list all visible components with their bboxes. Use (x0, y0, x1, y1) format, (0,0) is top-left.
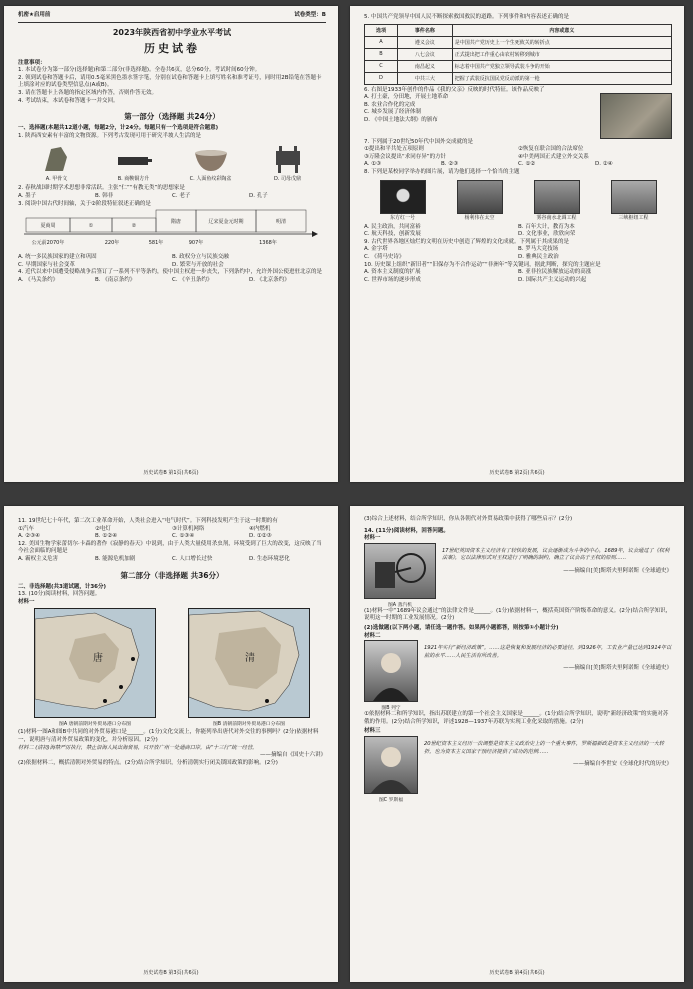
q8-option-a: A. 民主政治，共同富裕 (364, 223, 421, 230)
exam-page-3 (4, 506, 338, 982)
q11-option-d: D. ①②③ (249, 533, 272, 540)
table-cell: 是中国共产党历史上一个生死攸关的转折点 (452, 36, 671, 48)
q1-option-b (112, 143, 156, 182)
oracle-bone-icon (35, 143, 79, 175)
dam-photo (611, 180, 657, 214)
timeline-mark-4: 907年 (188, 240, 204, 247)
timeline-period-5: 辽宋夏金元时期 (208, 219, 244, 226)
bronze-ding-icon (266, 143, 310, 175)
page-footer: 历史试卷B 第3页(共6页) (143, 970, 199, 976)
q14-part-1: (1)材料一中“1689年议会通过”的法律文件是______。(1分)依据材料一，概括英国资产阶级革命的意义。(2分)结合所学知识，说明这一时期的工业发展情况。(2分) (364, 607, 672, 622)
qing-map-svg (189, 609, 309, 717)
material-one-label: 材料一 (18, 598, 35, 605)
q8-options-row-2 (364, 231, 672, 239)
q6-option-a: A. 打土豪，分田地，开展土地革命 (364, 94, 449, 101)
exam-page-2 (350, 6, 684, 482)
table-cell: 把握了武装反抗国民党反动派的第一枪 (452, 72, 671, 84)
q14-part-2-option-1: ①依据材料二和所学知识，指出苏联建立的第一个社会主义国家是______。(1分)结合所学知识，说明“新经济政策”的实施对苏俄的作用。(2分)结合所学知识，评述1928—1937年苏联为实现工业化采取的措施。(2分) (364, 711, 669, 725)
q2-option-c: C. 老子 (172, 192, 191, 199)
q7-option-c: C. ①② (518, 161, 536, 168)
image-b-caption: 图B 列宁 (381, 706, 401, 712)
q7-items-row-1 (364, 146, 672, 154)
material-two-source: ——摘编自[美]斯塔夫里阿诺斯《全球通史》 (563, 665, 672, 672)
material-three-label: 材料三 (364, 728, 381, 735)
q11-item: ①汽车 (18, 525, 34, 532)
question-11: 11. 19世纪七十年代，第二次工业革命开始，人类社会进入“电气时代”。下列科技发明产生于这一时期的有 (18, 518, 278, 524)
question-13: 13. (10分)阅读材料，回答问题。 (18, 591, 101, 598)
q1-option-a-label: A. 甲骨文 (45, 176, 68, 183)
question-10: 10. 历史课上组织“新旧者”“旧保存为不合作运动”“非洲年”等关键词，据此判断，探究的主题应是 (364, 261, 601, 268)
q12-options (18, 556, 326, 564)
table-row (365, 48, 672, 60)
map-b (188, 608, 310, 727)
note-item: 3. 请在答题卡上各题的指定区域内作答，否则作答无效。 (18, 89, 157, 96)
q7-item: ②恢复在联合国的合法席位 (518, 146, 584, 153)
steam-engine-image (364, 543, 436, 599)
map-a (34, 608, 156, 727)
satellite-photo (380, 180, 426, 214)
table-header-cell: 选项 (365, 24, 398, 36)
timeline-period-4: 隋唐 (170, 219, 182, 226)
material-three-quote: 20世纪资本主义经历一次调整是资本主义政治史上的一个重大事件，罗斯福新政是资本主义经济的一大转折，也为资本主义国家干预经济提供了成功的范例…… (424, 741, 665, 755)
q8-image-caption: 雾谷南水北调工程 (536, 214, 577, 221)
page-footer: 历史试卷B 第2页(共6页) (489, 470, 545, 476)
image-c-caption: 图C 罗斯福 (378, 797, 404, 803)
material-one-label: 材料一 (364, 535, 381, 542)
note-item: 1. 本试卷分为第一部分(选择题)和第二部分(非选择题)。全卷共6页，总分60分。考试时间60分钟。 (18, 67, 261, 74)
table-header-row (365, 24, 672, 36)
timeline-mark-3: 581年 (148, 240, 164, 247)
q11-options (18, 533, 326, 541)
q5-table (364, 24, 672, 85)
table-header-cell: 事件名称 (397, 24, 452, 36)
table-cell: 中共三大 (397, 72, 452, 84)
q10-option-d: D. 国际共产主义运动的兴起 (518, 276, 587, 283)
question-6: 6. 右图是1933年创作的作品《我的父亲》反映的时代特征。该作品反映了 (364, 86, 545, 93)
q11-item: ③计算机网络 (172, 525, 205, 532)
q10-options-row-2 (364, 277, 672, 285)
q3-option-a: A. 统一多民族国家的建立和巩固 (18, 254, 97, 261)
question-1: 1. 陕西西安素有丰富的文物资源。下列考古发现可用于研究半坡人生活的是 (18, 132, 201, 139)
q1-option-d (266, 143, 310, 182)
table-cell: 遵义会议 (397, 36, 452, 48)
q9-option-d: D. 雅典民主政治 (518, 253, 559, 260)
q13-material-two: 材料二 (清初)海禁严厉执行，禁止沿海人民出海贸易，只开放广州一处通商口岸，由“十三行”统一经营。 (18, 744, 258, 751)
tang-map-frame (34, 608, 156, 718)
q2-option-a: A. 墨子 (18, 192, 37, 199)
roosevelt-portrait (364, 736, 418, 794)
table-row (365, 60, 672, 72)
q4-option-d: D. 《北京条约》 (249, 276, 290, 283)
q13-part-3: (3)综合上述材料，结合所学知识，你从各朝代对外贸易政策中获得了哪些启示？(2分) (364, 516, 573, 522)
q7-options (364, 161, 672, 169)
q6-option-d: D. 《中国土地法大纲》的颁布 (364, 116, 438, 123)
table-cell: B (365, 48, 398, 60)
q2-options (18, 193, 326, 201)
q11-option-b: B. ①②④ (95, 533, 118, 540)
q1-option-a (35, 143, 79, 182)
question-7: 7. 下列属于20世纪50年代中国外交成就的是 (364, 138, 473, 145)
q9-option-a: A. 金字塔 (364, 246, 388, 253)
q10-options-row-1 (364, 269, 672, 277)
part-two-heading: 第二部分（非选择题 共36分） (120, 570, 224, 580)
q1-option-c (189, 143, 233, 182)
question-9: 9. 古代世界各地区灿烂的文明在历史中创造了辉煌的文化成就。下列属于其成果的是 (364, 238, 569, 245)
exam-subject: 历史试卷 (144, 41, 200, 55)
part-one-heading: 第一部分（选择题 共24分） (124, 112, 220, 122)
timeline-mark-1: 公元前2070年 (31, 240, 65, 247)
q2-option-d: D. 孔子 (249, 192, 268, 199)
question-5: 5. 中国共产党领导中国人民不断探索救国救民的道路。下列事件和内容表述正确的是 (364, 14, 569, 20)
table-row (365, 72, 672, 84)
q11-option-c: C. ①③④ (172, 533, 195, 540)
q3-options-row-1 (18, 254, 326, 262)
q1-option-c-label: C. 人面鱼纹彩陶盆 (189, 176, 232, 183)
material-three-source: ——摘编自李世安《全球化时代的历史》 (572, 761, 672, 768)
q10-option-c: C. 世界市场的逐步形成 (364, 276, 421, 283)
table-cell: 标志着中国共产党独立领导武装斗争的开始 (452, 60, 671, 72)
q8-option-d: D. 文化事业，欣欣向荣 (518, 231, 576, 238)
q14-part-2-heading: (2)选做题(以下两小题，请任选一题作答。如果两小题都答，则按第①小题计分) (364, 624, 559, 631)
map-b-caption: 图B 清朝前期对外贸易港口分布图 (213, 722, 285, 728)
timeline-diagram (18, 208, 318, 250)
question-3: 3. 阅读中国古代时间轴，关于②阶段特征叙述正确的是 (18, 200, 151, 207)
table-cell: 正式提出把工作重心由农村转移到城市 (452, 48, 671, 60)
bronze-measure-icon (112, 143, 156, 175)
q8-image-caption: 东方红一号 (389, 214, 415, 221)
lenin-portrait (364, 640, 418, 702)
q13-part-2: (2)依据材料二，概括清朝对外贸易的特点。(2分)结合所学知识，分析清朝实行闭关锁国政策的影响。(2分) (18, 759, 278, 766)
q6-option-b: B. 农业合作化的完成 (364, 101, 416, 108)
q1-option-b-label: B. 商鞅铜方升 (117, 176, 150, 183)
water-project-photo (534, 180, 580, 214)
q7-item: ①提出和平共处五项原则 (364, 146, 424, 153)
timeline-mark-5: 1368年 (259, 240, 277, 247)
q7-option-b: B. ②③ (441, 161, 459, 168)
table-cell: D (365, 72, 398, 84)
timeline-period-3: ② (131, 223, 137, 230)
portrait-icon (365, 737, 417, 793)
q3-option-c: C. 早期国家与社会变革 (18, 261, 75, 268)
q12-option-c: C. 人口增长过快 (172, 555, 213, 562)
paper-type-label: 试卷类型：B (294, 12, 326, 18)
q10-option-b: B. 亚非拉民族解放运动的高涨 (518, 269, 592, 276)
q7-item: ③万隆会议提出“求同存异”的方针 (364, 153, 447, 160)
q9-option-b: B. 罗马大竞技场 (518, 246, 559, 253)
q7-item: ④中美两国正式建立外交关系 (518, 153, 589, 160)
question-2: 2. 春秋战国时期学术思想非常活跃。主张“仁”“有教无类”的思想家是 (18, 185, 185, 192)
exam-page-1 (4, 6, 338, 482)
q1-option-d-label: D. 司母戊鼎 (273, 176, 302, 183)
q11-item: ④内燃机 (249, 525, 271, 532)
material-one-quote: 17世纪英国资本主义经济有了较快的发展，议会逐渐成为斗争的中心，1689年，议会通过了《权利法案》，它以法律形式对王权进行了明确的制约，确立了议会高于王权的原则…… (442, 547, 670, 562)
q10-option-a: A. 资本主义制度的扩展 (364, 269, 421, 276)
pottery-basin-icon (189, 143, 233, 175)
question-14: 14. (11分)阅读材料，回答问题。 (364, 527, 449, 534)
question-8: 8. 下列是某校同学举办的图片展，请为他们选择一个恰当的主题 (364, 168, 520, 175)
q8-image (611, 180, 657, 221)
table-header-cell: 内容或意义 (452, 24, 671, 36)
q8-image-caption: 三峡枢纽工程 (618, 214, 649, 221)
material-two-label: 材料二 (364, 632, 381, 639)
confidential-label: 机密★启用前 (18, 12, 51, 18)
note-item: 4. 考试结束，本试卷和答题卡一并交回。 (18, 97, 119, 104)
q3-option-d: D. 繁荣与开放的社会 (172, 261, 224, 268)
q11-item: ②电灯 (95, 525, 111, 532)
q4-option-a: A. 《马关条约》 (18, 276, 59, 283)
timeline-mark-2: 220年 (104, 240, 120, 247)
q8-image (380, 180, 426, 221)
question-4: 4. 近代以来中国遭受侵略战争后签订了一系列不平等条约，使中国主权进一步丧失，下列条约中，允许外国公使进驻北京的是 (18, 269, 322, 276)
qing-map-frame (188, 608, 310, 718)
q7-option-d: D. ②④ (595, 161, 613, 168)
table-cell: A (365, 36, 398, 48)
q8-option-b: B. 百年大计，教育为本 (518, 223, 575, 230)
astronaut-photo (457, 180, 503, 214)
q6-painting-image (600, 93, 672, 139)
q8-image-row (364, 180, 672, 221)
material-two-quote: 1921年实行“新经济政策”，……这是恢复和发展经济的必要途径。到1926年，工农业产量已达到1914年以前的水平……人民生活有所改善。 (424, 645, 672, 659)
q12-option-d: D. 生态环境恶化 (249, 555, 290, 562)
section-two-heading: 二、非选择题(共3道试题，计36分) (18, 583, 107, 590)
table-row (365, 36, 672, 48)
exam-title: 2023年陕西省初中学业水平考试 (112, 27, 232, 37)
map-a-caption: 图A 唐朝前期对外贸易港口分布图 (59, 722, 131, 728)
q7-option-a: A. ①③ (364, 161, 382, 168)
q4-option-c: C. 《辛丑条约》 (172, 276, 213, 283)
q9-options-row-1 (364, 246, 672, 254)
q3-option-b: B. 政权分立与民族交融 (172, 254, 229, 261)
exam-page-4 (350, 506, 684, 982)
page-footer: 历史试卷B 第1页(共6页) (143, 470, 199, 476)
q2-option-b: B. 韩非 (95, 192, 114, 199)
table-cell: 八七会议 (397, 48, 452, 60)
tang-map-svg (35, 609, 155, 717)
section-one-heading: 一、选择题(本题共12道小题，每题2分，计24分。每题只有一个选项是符合题意) (18, 125, 219, 132)
q9-option-c: C. 《荷马史诗》 (364, 253, 405, 260)
q4-option-b: B. 《南京条约》 (95, 276, 136, 283)
timeline-period-2: ① (88, 223, 94, 230)
q8-image (457, 180, 503, 221)
image-a-caption: 图A 蒸汽机 (388, 602, 412, 608)
page-footer: 历史试卷B 第4页(共6页) (489, 970, 545, 976)
q8-image (534, 180, 580, 221)
q13-part-1: (1)材料一图A和图B中共同的对外贸易港口是______。(1分)文化交流上，你能列举出唐代对外交往的事例吗？(2分)依据材料一，说明唐与清对外贸易政策的变化，并分析原因。(2分) (18, 729, 319, 743)
q1-image-options (18, 143, 326, 182)
note-item: 2. 领到试卷和答题卡后，请用0.5毫米黑色墨水签字笔，分别在试卷和答题卡上填写姓名和准考证号，同时用2B铅笔在答题卡上填涂对应的试卷类型信息点(A或B)。 (18, 74, 322, 89)
timeline-period-6: 明清 (275, 219, 287, 226)
table-cell: C (365, 60, 398, 72)
notes-heading: 注意事项： (18, 59, 46, 66)
q11-option-a: A. ②③④ (18, 533, 40, 540)
q9-options-row-2 (364, 254, 672, 262)
q8-image-caption: 杨利伟在太空 (464, 214, 495, 221)
timeline-period-1: 夏商周 (40, 223, 56, 230)
question-12: 12. 美国生物学家蕾切尔·卡森的著作《寂静的春天》中说到，由于人类大量使用杀虫剂，环境受到了巨大的改变，这反映了当今社会面临的问题是 (18, 540, 322, 555)
q13-material-two-source: ——摘编自《国史十六讲》 (259, 751, 326, 758)
steam-engine-icon (365, 544, 435, 598)
q4-options (18, 277, 326, 285)
q12-option-b: B. 能源危机加剧 (95, 555, 136, 562)
portrait-icon (365, 641, 417, 701)
qing-map-label: 清 (245, 653, 255, 665)
material-one-source: ——摘编自[美]斯塔夫里阿诺斯《全球通史》 (563, 567, 672, 574)
q12-option-a: A. 霸权主义危害 (18, 555, 59, 562)
table-cell: 南昌起义 (397, 60, 452, 72)
q11-items (18, 526, 326, 534)
tang-map-label: 唐 (93, 653, 103, 665)
q8-option-c: C. 航天科技，创新发展 (364, 231, 421, 238)
q6-option-c: C. 城乡发展了经济体制 (364, 109, 421, 116)
